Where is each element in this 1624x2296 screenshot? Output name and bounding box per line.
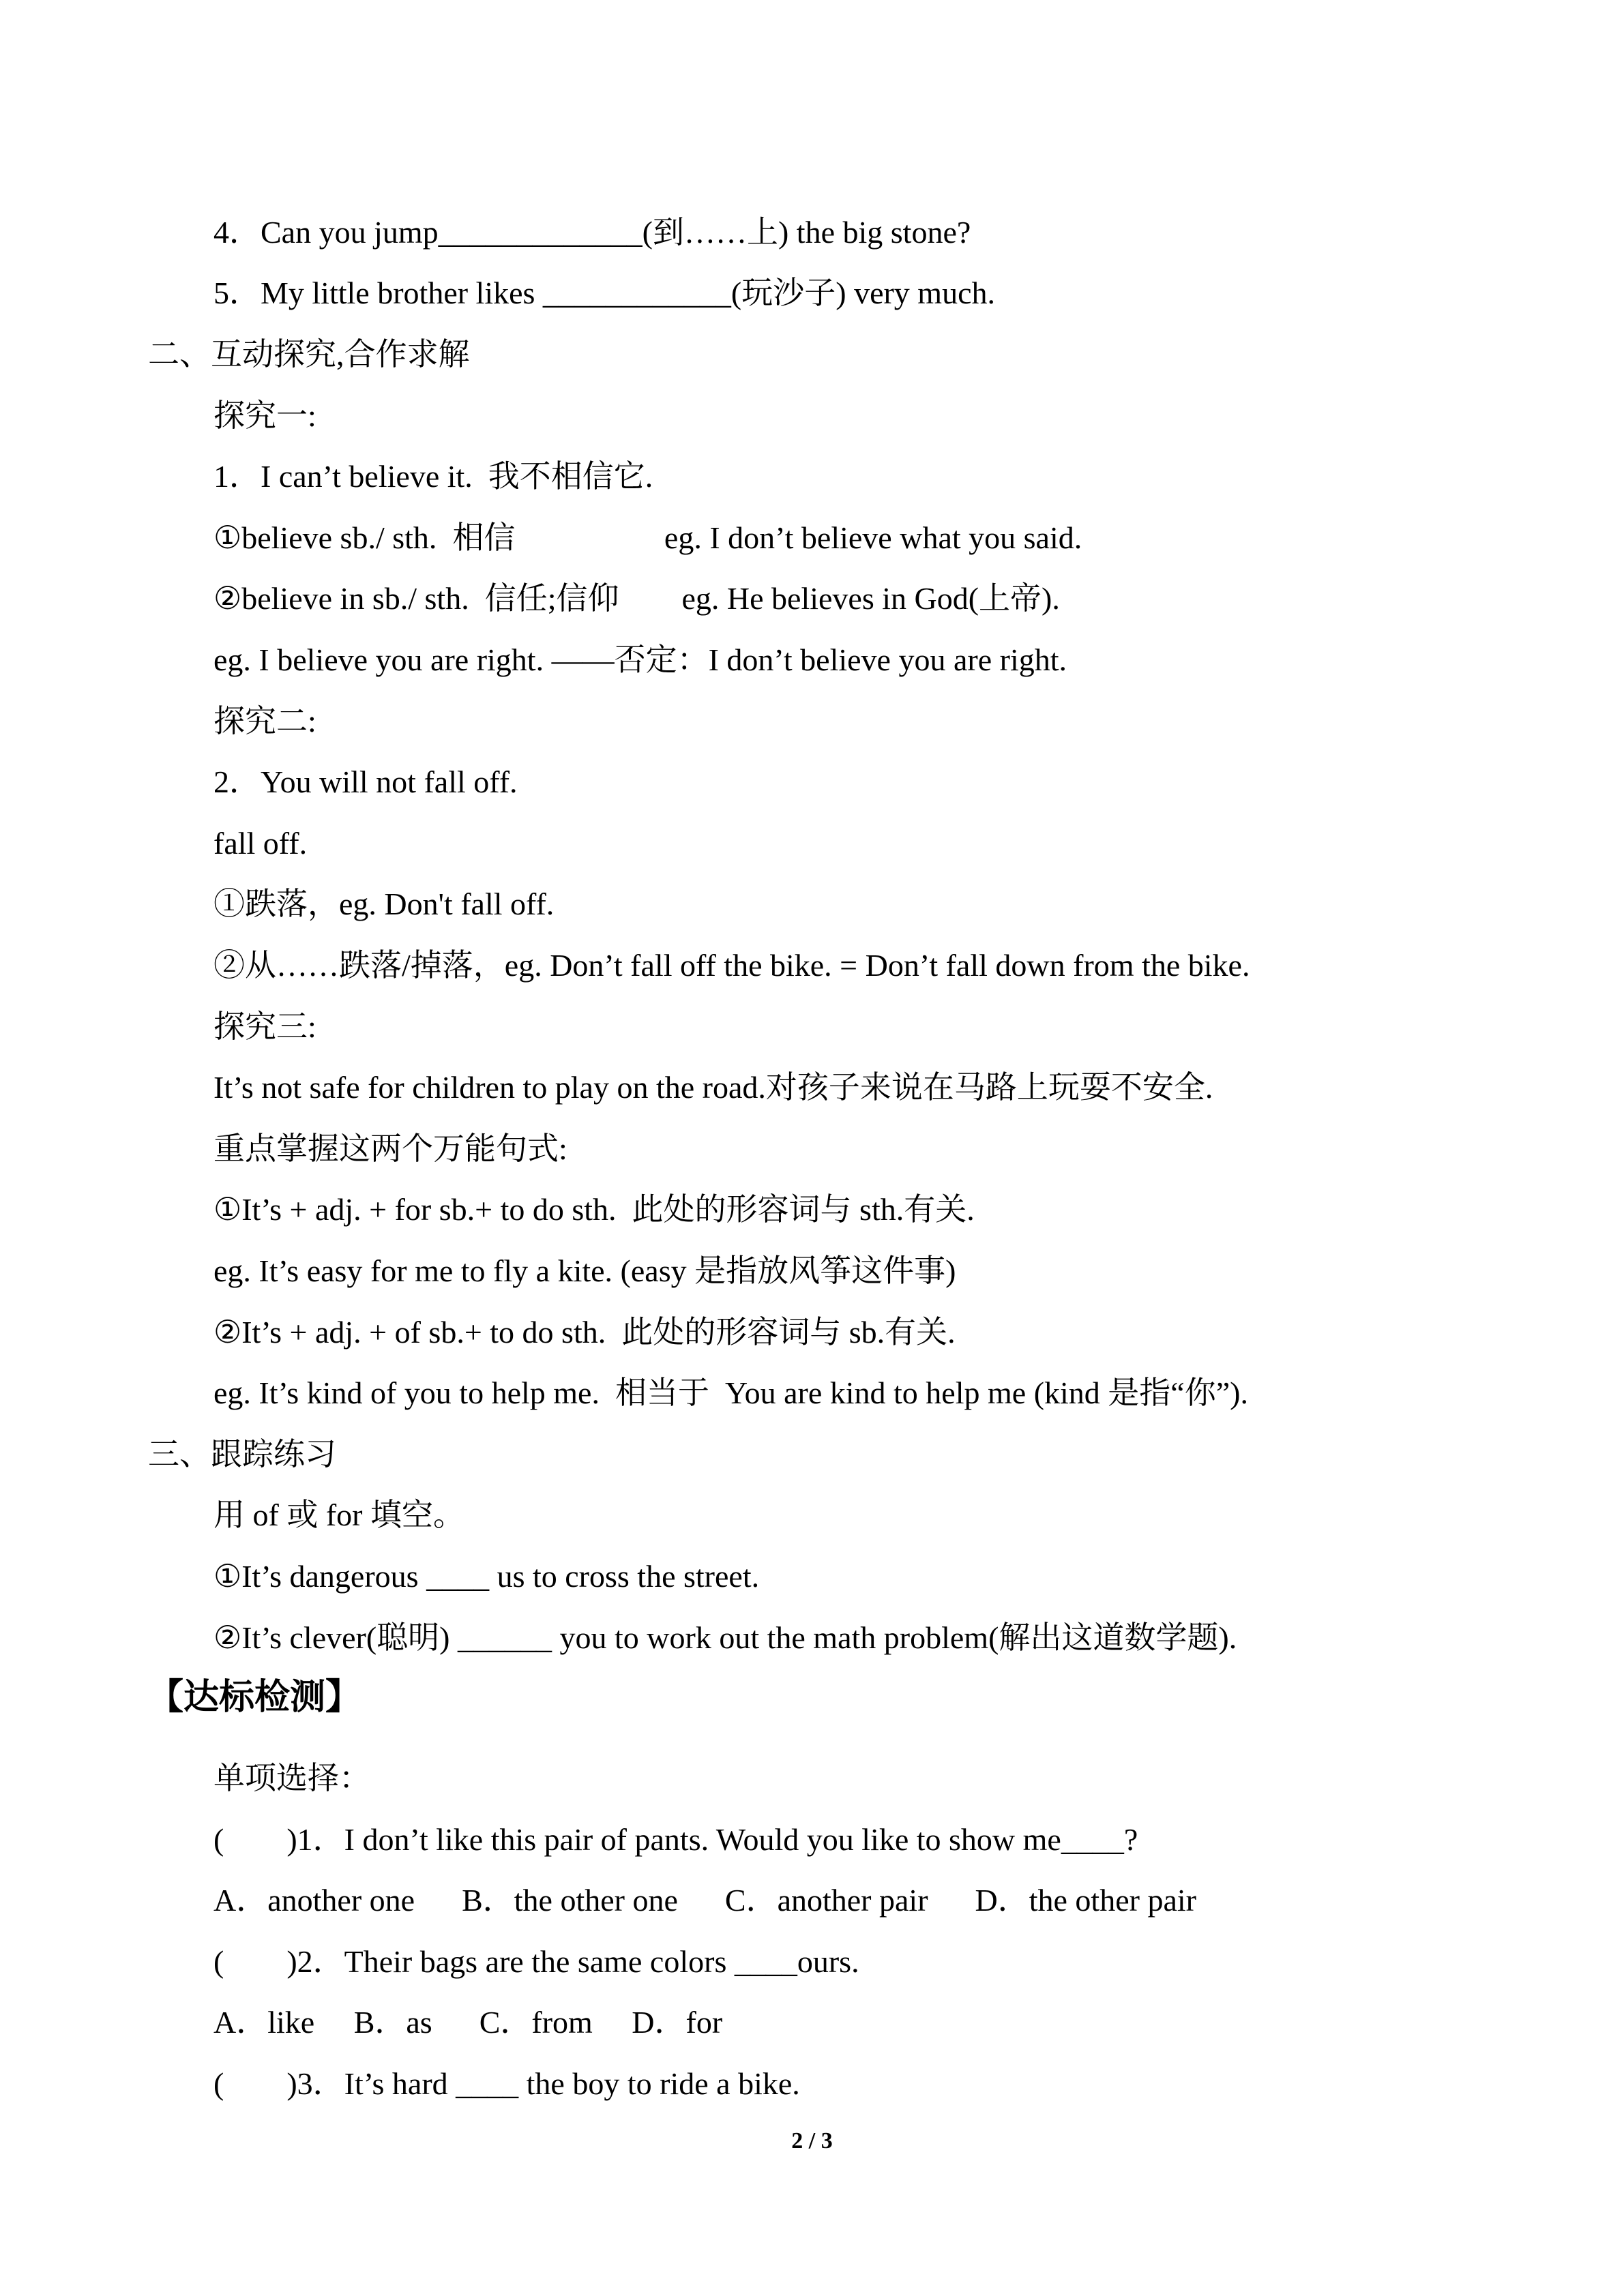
text-line: ②believe in sb./ sth. 信任;信仰 eg. He believes in God(上帝). (213, 581, 1060, 616)
text-line: It’s not safe for children to play on the road.对孩子来说在马路上玩耍不安全. (213, 1070, 1213, 1105)
text-line: 2．You will not fall off. (213, 764, 518, 799)
text-line: 重点掌握这两个万能句式: (213, 1131, 567, 1166)
text-line: ①跌落，eg. Don't fall off. (213, 886, 555, 921)
section-heading-2: 二、互动探究,合作求解 (148, 337, 470, 372)
text-line: ②从……跌落/掉落，eg. Don’t fall off the bike. = Don’t fall down from the bike. (213, 948, 1250, 983)
text-line: eg. I believe you are right. ——否定：I don’t believe you are right. (213, 642, 1067, 677)
text-line: 用 of 或 for 填空。 (213, 1497, 464, 1532)
section-heading-assessment: 【达标检测】 (148, 1678, 361, 1717)
exercise-item-2: ②It’s clever(聪明) ______ you to work out the math problem(解出这道数学题). (213, 1620, 1237, 1655)
text-line: fall off. (213, 826, 308, 861)
question-1: ( )1．I don’t like this pair of pants. Would you like to show me____? (213, 1822, 1138, 1857)
question-2-options: A．like B．as C．from D．for (213, 2005, 723, 2040)
text-line-fill-in-5: 5．My little brother likes ____________(玩沙子) very much. (213, 275, 996, 310)
text-line: eg. It’s easy for me to fly a kite. (easy 是指放风筝这件事) (213, 1253, 956, 1288)
text-line: ②It’s + adj. + of sb.+ to do sth. 此处的形容词与 sb.有关. (213, 1315, 956, 1350)
text-line: ①believe sb./ sth. 相信 eg. I don’t believe what you said. (213, 520, 1082, 555)
text-line-fill-in-4: 4．Can you jump_____________(到……上) the big stone? (213, 215, 971, 250)
question-2: ( )2．Their bags are the same colors ____ours. (213, 1944, 859, 1979)
text-line: eg. It’s kind of you to help me. 相当于 You are kind to help me (kind 是指“你”). (213, 1375, 1248, 1410)
exercise-item-1: ①It’s dangerous ____ us to cross the street. (213, 1559, 760, 1594)
page-number: 2 / 3 (791, 2128, 833, 2153)
question-1-options: A．another one B．the other one C．another pair D．the other pair (213, 1883, 1196, 1918)
subheading-explore-3: 探究三: (213, 1009, 316, 1044)
subheading-explore-2: 探究二: (213, 704, 316, 739)
text-line: 1．I can’t believe it. 我不相信它. (213, 459, 653, 494)
question-3: ( )3．It’s hard ____ the boy to ride a bike. (213, 2066, 800, 2101)
subheading-multiple-choice: 单项选择： (213, 1761, 370, 1795)
subheading-explore-1: 探究一: (213, 398, 316, 433)
section-heading-3: 三、跟踪练习 (148, 1437, 336, 1472)
text-line: ①It’s + adj. + for sb.+ to do sth. 此处的形容词与 sth.有关. (213, 1192, 975, 1227)
